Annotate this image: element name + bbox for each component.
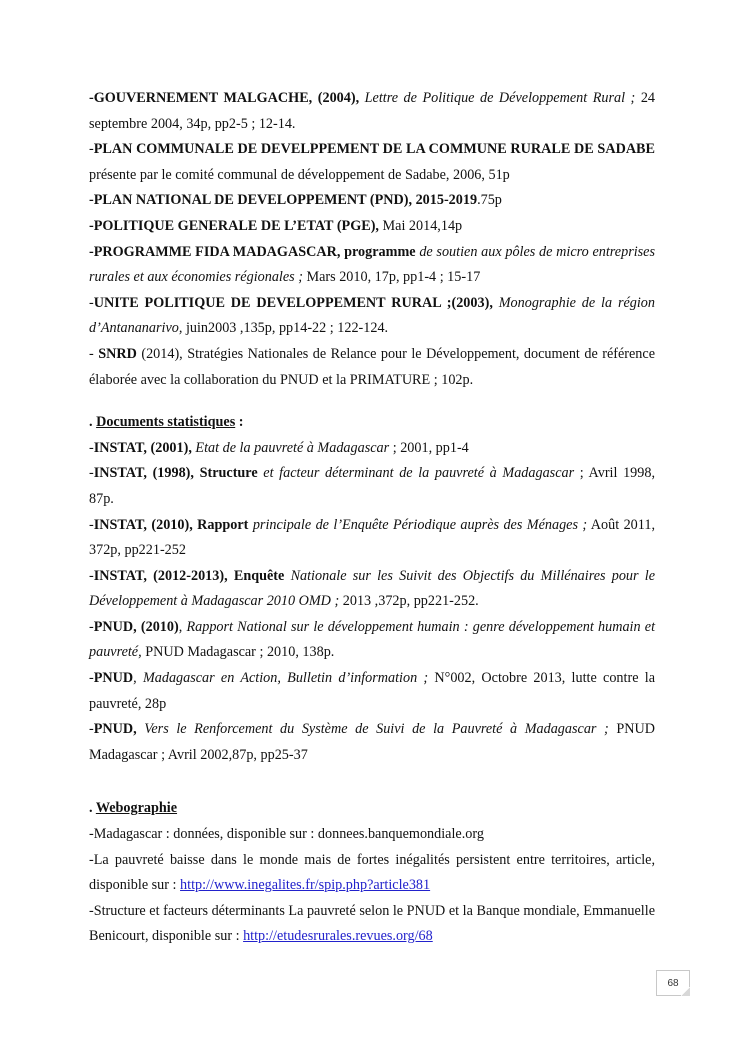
reference-entry: -INSTAT, (2001), Etat de la pauvreté à Madagascar ; 2001, pp1-4 [89, 439, 469, 456]
reference-entry: -PNUD, Vers le Renforcement du Système de Suivi de la Pauvreté à Madagascar ; PNUD Madagascar ; Avril 2002,87p, pp25-37 [89, 721, 655, 763]
reference-entry: -POLITIQUE GENERALE DE L’ETAT (PGE), Mai 2014,14p [89, 217, 463, 234]
section-heading-stats: . Documents statistiques : [89, 414, 244, 431]
reference-entry: -PLAN NATIONAL DE DEVELOPPEMENT (PND), 2015-2019.75p [89, 192, 502, 209]
reference-entry: -INSTAT, (2012-2013), Enquête Nationale sur les Suivit des Objectifs du Millénaires pour le Développement à Madagascar 2010 OMD ; 2013 ,372p, pp221-252. [89, 567, 656, 610]
reference-entry: -INSTAT, (1998), Structure et facteur déterminant de la pauvreté à Madagascar ; Avril 1998, 87p. [89, 465, 655, 507]
section-heading-web: . Webographie [89, 800, 178, 817]
reference-entry: -PLAN COMMUNALE DE DEVELPPEMENT DE LA COMMUNE RURALE DE SADABE présente par le comité communal de développement de Sadabe, 2006, 51p [89, 141, 655, 183]
web-entry: -Structure et facteurs déterminants La pauvreté selon le PNUD et la Banque mondiale, Emmanuelle Benicourt, disponible sur : http://etudesrurales.revues.org/68 [89, 902, 655, 945]
reference-entry: -PROGRAMME FIDA MADAGASCAR, programme de soutien aux pôles de micro entreprises rurales et aux économies régionales ; Mars 2010, 17p, pp1-4 ; 15-17 [89, 243, 655, 286]
web-entry: -Madagascar : données, disponible sur : donnees.banquemondiale.org [89, 826, 484, 843]
reference-entry: -PNUD, Madagascar en Action, Bulletin d’information ; N°002, Octobre 2013, lutte contre la pauvreté, 28p [89, 670, 655, 712]
reference-entry: -GOUVERNEMENT MALGACHE, (2004), Lettre de Politique de Développement Rural ; 24 septembre 2004, 34p, pp2-5 ; 12-14. [89, 90, 655, 132]
reference-entry: -INSTAT, (2010), Rapport principale de l’Enquête Périodique auprès des Ménages ; Août 2011, 372p, pp221-252 [89, 516, 655, 559]
inegalites-link[interactable]: http://www.inegalites.fr/spip.php?article381 [180, 877, 431, 894]
reference-entry: - SNRD (2014), Stratégies Nationales de Relance pour le Développement, document de référence élaborée avec la collaboration du PNUD et la PRIMATURE ; 102p. [89, 345, 655, 388]
reference-entry: -UNITE POLITIQUE DE DEVELOPPEMENT RURAL ;(2003), Monographie de la région d’Antananarivo, juin2003 ,135p, pp14-22 ; 122-124. [89, 294, 655, 337]
page-number: 68 [656, 970, 690, 996]
bibliography-page [89, 86, 655, 950]
reference-entry: -PNUD, (2010), Rapport National sur le développement humain : genre développement humain et pauvreté, PNUD Madagascar ; 2010, 138p. [89, 618, 656, 661]
web-entry: -La pauvreté baisse dans le monde mais de fortes inégalités persistent entre territoires, article, disponible sur : http://www.inegalites.fr/spip.php?article381 [89, 851, 655, 894]
etudesrurales-link[interactable]: http://etudesrurales.revues.org/68 [243, 928, 433, 945]
